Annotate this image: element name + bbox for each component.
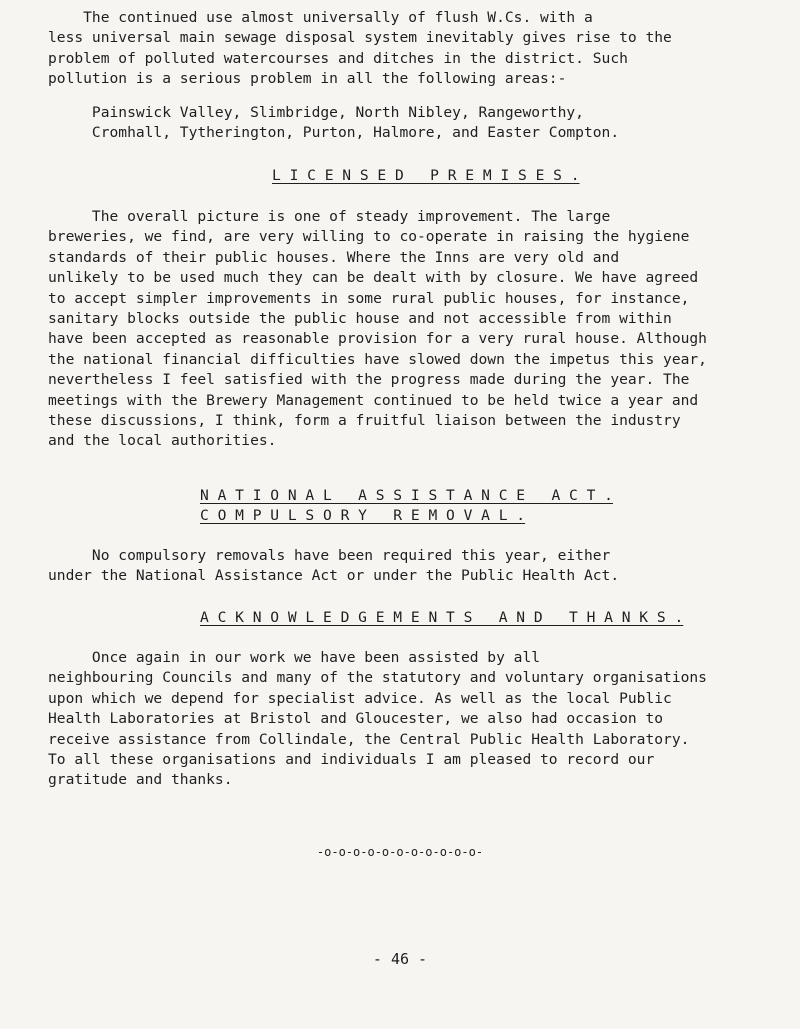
national-assistance-paragraph: No compulsory removals have been required this year, either under the National Assistance Act or under the Public Health Act.: [48, 547, 620, 585]
section-divider: -o-o-o-o-o-o-o-o-o-o-o-: [316, 845, 484, 859]
licensed-premises-heading: L I C E N S E D P R E M I S E S .: [272, 167, 580, 184]
acknowledgements-paragraph: Once again in our work we have been assisted by all neighbouring Councils and many of the statutory and voluntary organisations upon which we depend for specialist advice. As well as the local Public Health Laboratories at Bristol and Gloucester, we also had occasion to receive assistance from Collindale, the Central Public Health Laboratory. To all these organisations and individuals I am pleased to record our gratitude and thanks.: [48, 649, 707, 789]
licensed-premises-paragraph: The overall picture is one of steady improvement. The large breweries, we find, are very willing to co-operate in raising the hygiene standards of their public houses. Where the Inns are very old and unlikely to be used much they can be dealt with by closure. We have agreed to accept simpler improvements in some rural public houses, for instance, sanitary blocks outside the public house and not accessible from within have been accepted as reasonable provision for a very rural house. Although the national financial difficulties have slowed down the impetus this year, nevertheless I feel satisfied with the progress made during the year. The meetings with the Brewery Management continued to be held twice a year and these discussions, I think, form a fruitful liaison between the industry and the local authorities.: [48, 208, 707, 450]
intro-paragraph: The continued use almost universally of flush W.Cs. with a less universal main sewage disposal system inevitably gives rise to the problem of polluted watercourses and ditches in the district. Such pollution is a serious problem in all the following areas:-: [48, 9, 672, 88]
compulsory-removal-heading: C O M P U L S O R Y R E M O V A L .: [200, 507, 526, 524]
national-assistance-heading: N A T I O N A L A S S I S T A N C E A C T .: [200, 487, 613, 504]
pollution-areas-list: Painswick Valley, Slimbridge, North Nibley, Rangeworthy, Cromhall, Tytherington, Purton, Halmore, and Easter Compton.: [91, 104, 620, 142]
page-number: - 46 -: [372, 950, 428, 968]
acknowledgements-heading: A C K N O W L E D G E M E N T S A N D T H A N K S .: [200, 609, 684, 626]
